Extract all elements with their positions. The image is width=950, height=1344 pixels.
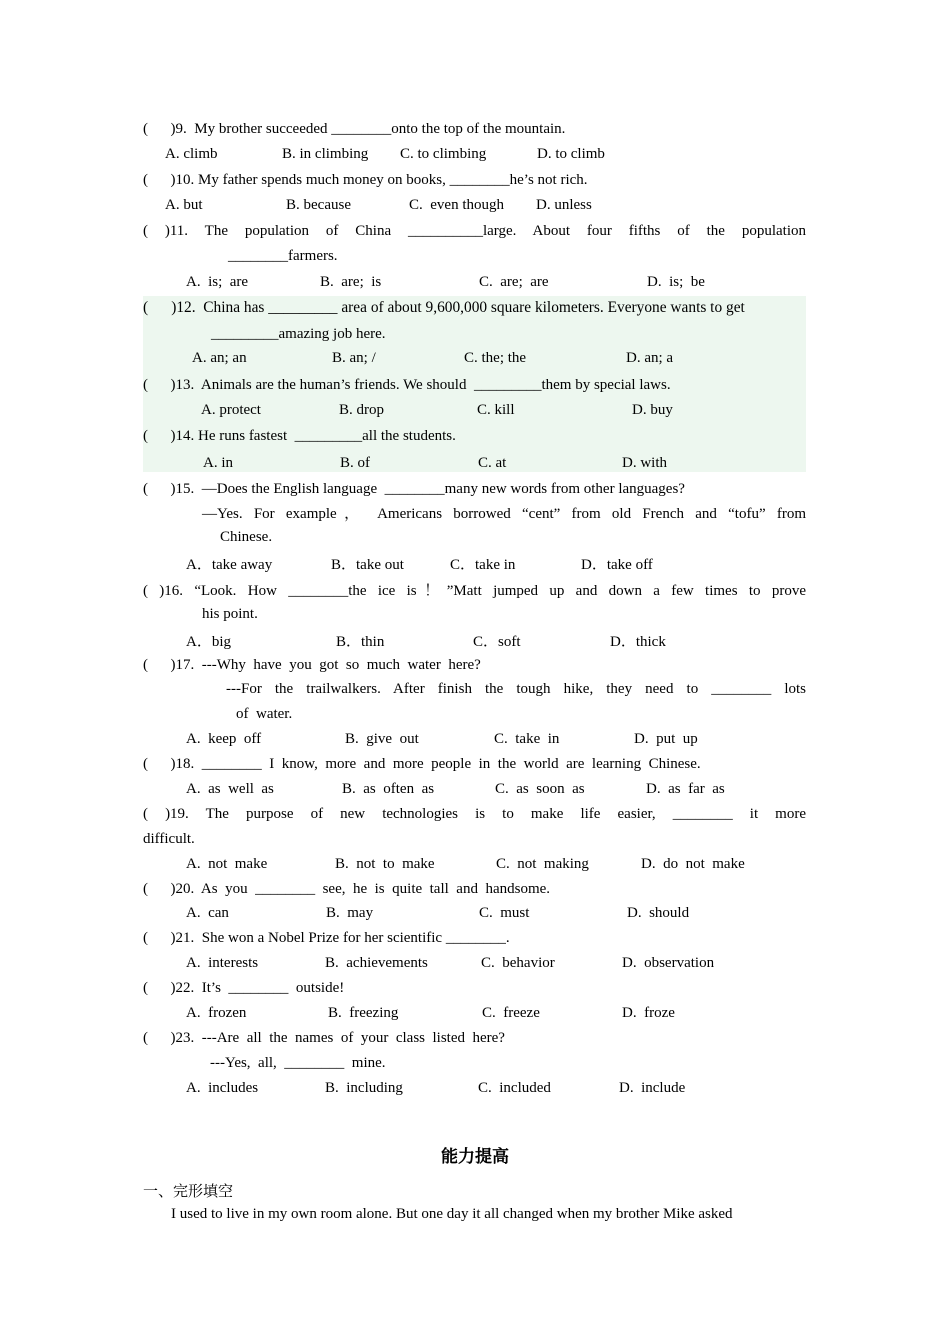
q23-option-a: A. includes — [186, 1080, 259, 1096]
q23-option-c: C. included — [478, 1080, 551, 1096]
q11-option-d: D. is; be — [647, 274, 705, 290]
q9-option-b: B. in climbing — [282, 146, 369, 162]
q19-option-a: A. not make — [186, 856, 268, 872]
q19-option-b: B. not to make — [335, 856, 435, 872]
q14-option-c: C. at — [478, 455, 507, 471]
q10-option-d: D. unless — [536, 197, 592, 213]
q15-option-a: A．take away — [186, 557, 273, 573]
q11-option-a: A. is; are — [186, 274, 249, 290]
q14-option-b: B. of — [340, 455, 370, 471]
q13-option-b: B. drop — [339, 402, 384, 418]
question-23-stem: ( )23. ---Are all the names of your class listed here? — [143, 1030, 505, 1046]
q12-option-a: A. an; an — [192, 350, 247, 366]
q23-option-b: B. including — [325, 1080, 403, 1096]
q12-option-d: D. an; a — [626, 350, 674, 366]
q18-option-a: A. as well as — [186, 781, 274, 797]
q11-option-c: C. are; are — [479, 274, 549, 290]
q17-option-d: D. put up — [634, 731, 698, 747]
q17-option-c: C. take in — [494, 731, 560, 747]
q16-option-b: B．thin — [336, 634, 385, 650]
question-11-line2: ________farmers. — [228, 248, 338, 264]
q22-option-d: D. froze — [622, 1005, 675, 1021]
q12-option-b: B. an; / — [332, 350, 376, 366]
q21-option-d: D. observation — [622, 955, 715, 971]
q9-option-c: C. to climbing — [400, 146, 487, 162]
q11-option-b: B. are; is — [320, 274, 382, 290]
q18-option-b: B. as often as — [342, 781, 435, 797]
q10-option-a: A. but — [165, 197, 203, 213]
q10-option-c: C. even though — [409, 197, 504, 213]
question-9-stem: ( )9. My brother succeeded ________onto the top of the mountain. — [143, 121, 566, 137]
q15-option-c: C．take in — [450, 557, 516, 573]
q15-option-d: D．take off — [581, 557, 653, 573]
question-19-line2: difficult. — [143, 831, 195, 847]
question-10-stem: ( )10. My father spends much money on books, ________he’s not rich. — [143, 172, 588, 188]
question-16-stem: ( )16. “Look. How ________the ice is！”Matt jumped up and down a few times to prove — [143, 583, 806, 599]
question-17-stem: ( )17. ---Why have you got so much water here? — [143, 657, 481, 673]
q12-option-c: C. the; the — [464, 350, 527, 366]
q20-option-c: C. must — [479, 905, 530, 921]
question-15-stem: ( )15. —Does the English language ________many new words from other languages? — [143, 481, 685, 497]
section-heading: 能力提高 — [441, 1147, 509, 1167]
question-22-stem: ( )22. It’s ________ outside! — [143, 980, 345, 996]
q17-option-b: B. give out — [345, 731, 419, 747]
q18-option-c: C. as soon as — [495, 781, 585, 797]
q13-option-a: A. protect — [201, 402, 261, 418]
q16-option-a: A．big — [186, 634, 232, 650]
question-14-stem: ( )14. He runs fastest _________all the students. — [143, 428, 456, 444]
q14-option-a: A. in — [203, 455, 233, 471]
question-15-line3: Chinese. — [220, 529, 273, 545]
q14-option-d: D. with — [622, 455, 667, 471]
q9-option-a: A. climb — [165, 146, 218, 162]
q15-option-b: B．take out — [331, 557, 404, 573]
q13-option-d: D. buy — [632, 402, 673, 418]
q20-option-d: D. should — [627, 905, 690, 921]
question-16-line2: his point. — [202, 606, 258, 622]
q16-option-d: D．thick — [610, 634, 666, 650]
q21-option-c: C. behavior — [481, 955, 555, 971]
q10-option-b: B. because — [286, 197, 351, 213]
question-13-stem: ( )13. Animals are the human’s friends. We should _________them by special laws. — [143, 377, 671, 393]
q18-option-d: D. as far as — [646, 781, 725, 797]
question-17-line2: ---For the trailwalkers. After finish the tough hike, they need to ________ lots — [226, 681, 806, 697]
question-21-stem: ( )21. She won a Nobel Prize for her scientific ________. — [143, 930, 510, 946]
q9-option-d: D. to climb — [537, 146, 605, 162]
q17-option-a: A. keep off — [186, 731, 262, 747]
q20-option-a: A. can — [186, 905, 229, 921]
q23-option-d: D. include — [619, 1080, 686, 1096]
question-11-stem: ( )11. The population of China __________large. About four fifths of the population — [143, 223, 806, 239]
q20-option-b: B. may — [326, 905, 374, 921]
q13-option-c: C. kill — [477, 402, 515, 418]
question-17-line3: of water. — [236, 706, 293, 722]
subsection-title: 一、完形填空 — [143, 1182, 234, 1200]
passage-first-line: I used to live in my own room alone. But one day it all changed when my brother Mike asked — [171, 1206, 733, 1222]
q21-option-a: A. interests — [186, 955, 259, 971]
q22-option-b: B. freezing — [328, 1005, 399, 1021]
question-20-stem: ( )20. As you ________ see, he is quite tall and handsome. — [143, 881, 551, 897]
question-19-stem: ( )19. The purpose of new technologies is to make life easier, ________ it more — [143, 806, 806, 822]
question-23-line2: ---Yes, all, ________ mine. — [210, 1055, 386, 1071]
question-15-line2: —Yes. For example， Americans borrowed “cent” from old French and “tofu” from — [202, 506, 806, 522]
question-18-stem: ( )18. ________ I know, more and more people in the world are learning Chinese. — [143, 756, 701, 772]
q16-option-c: C．soft — [473, 634, 521, 650]
q19-option-d: D. do not make — [641, 856, 745, 872]
q22-option-a: A. frozen — [186, 1005, 247, 1021]
q22-option-c: C. freeze — [482, 1005, 540, 1021]
q19-option-c: C. not making — [496, 856, 589, 872]
q21-option-b: B. achievements — [325, 955, 428, 971]
question-12-stem: ( )12. China has _________ area of about 9,600,000 square kilometers. Everyone wants to get — [143, 299, 745, 316]
question-12-line2: _________amazing job here. — [211, 326, 386, 342]
